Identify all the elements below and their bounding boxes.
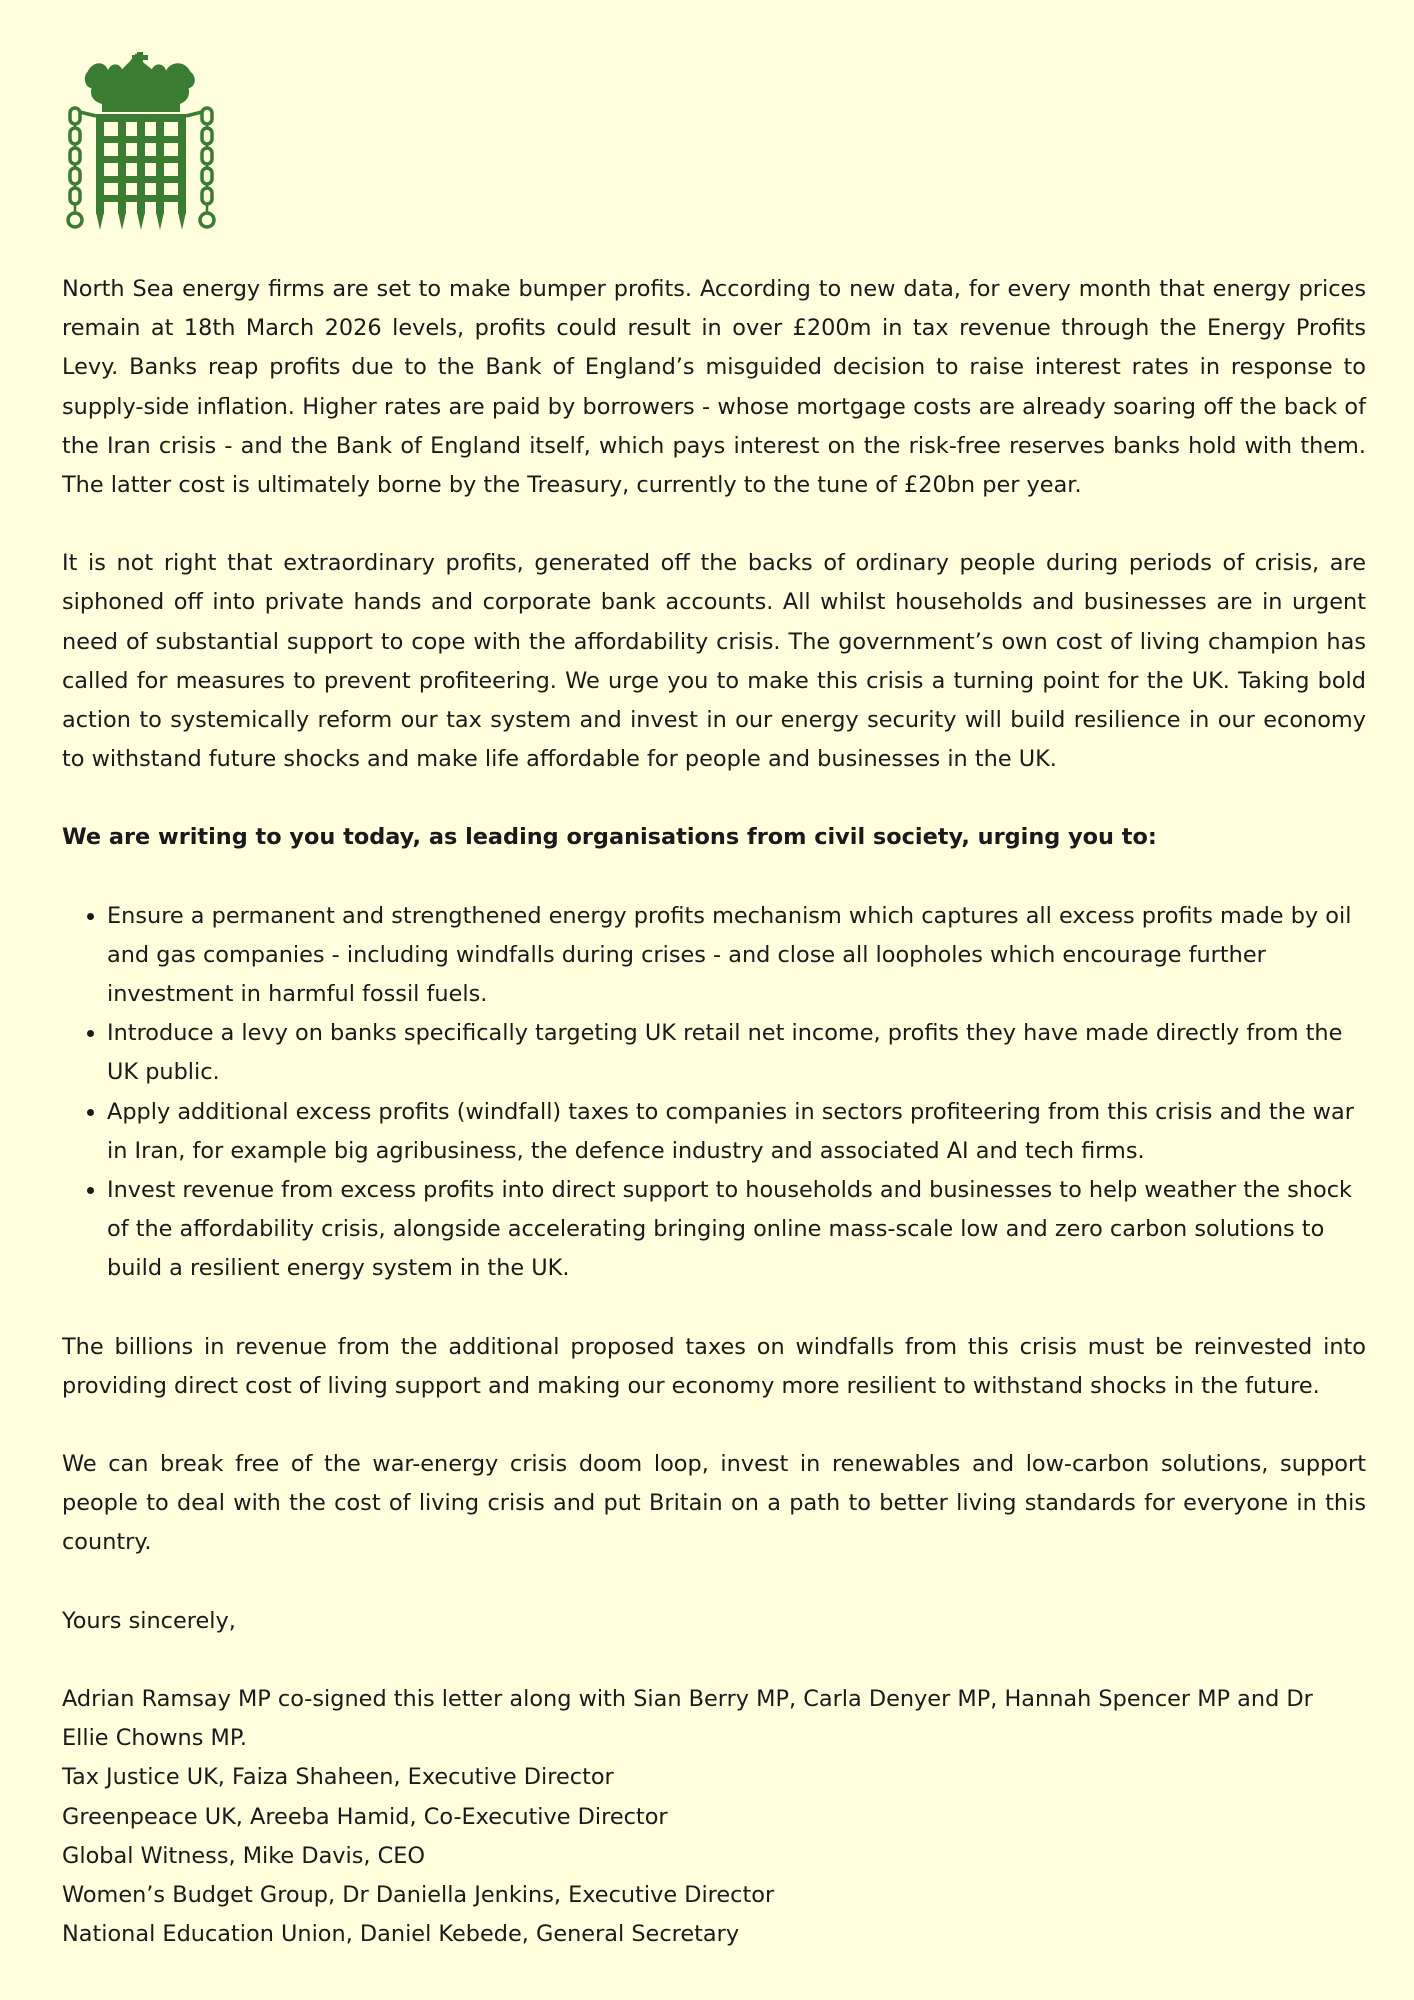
list-item: • Ensure a permanent and strengthened energy profits mechanism which captures all excess profits made by oil and gas companies - including windfalls during crises - and close all loopholes which encourage further investment in harmful fossil fuels. xyxy=(107,897,1366,1015)
paragraph-energy-profits: North Sea energy firms are set to make bumper profits. According to new data, for every month that energy prices remain at 18th March 2026 levels, profits could result in over £200m in tax revenue through the Energy Profits Levy. Banks reap profits due to the Bank of England’s misguided decision to raise interest rates in response to supply-side inflation. Higher rates are paid by borrowers - whose mortgage costs are already soaring off the back of the Iran crisis - and the Bank of England itself, which pays interest on the risk-free reserves banks hold with them. The latter cost is ultimately borne by the Treasury, currently to the tune of £20bn per year. xyxy=(62,276,1366,499)
urging-heading: We are writing to you today, as leading organisations from civil society, urging you to: xyxy=(62,824,1157,851)
demands-list xyxy=(62,897,1366,1289)
signatory: Women’s Budget Group, Dr Daniella Jenkins, Executive Director xyxy=(62,1881,775,1908)
signatory: Tax Justice UK, Faiza Shaheen, Executive Director xyxy=(62,1764,614,1791)
signatory: Greenpeace UK, Areeba Hamid, Co-Executive Director xyxy=(62,1803,668,1830)
paragraph-extraordinary-profits: It is not right that extraordinary profits, generated off the backs of ordinary people during periods of crisis, are siphoned off into private hands and corporate bank accounts. All whilst households and businesses are in urgent need of substantial support to cope with the affordability crisis. The government’s own cost of living champion has called for measures to prevent profiteering. We urge you to make this crisis a turning point for the UK. Taking bold action to systemically reform our tax system and invest in our energy security will build resilience in our economy to withstand future shocks and make life affordable for people and businesses in the UK. xyxy=(62,550,1366,773)
list-item: • Introduce a levy on banks specifically targeting UK retail net income, profits they have made directly from the UK public. xyxy=(107,1014,1366,1092)
closing: Yours sincerely, xyxy=(62,1607,236,1634)
signatory: Adrian Ramsay MP co-signed this letter along with Sian Berry MP, Carla Denyer MP, Hannah Spencer MP and Dr Ellie Chowns MP. xyxy=(62,1685,1313,1752)
signatory: Global Witness, Mike Davis, CEO xyxy=(62,1842,426,1869)
list-item: • Invest revenue from excess profits into direct support to households and businesses to help weather the shock of the affordability crisis, alongside accelerating bringing online mass-scale low and zero carbon solutions to build a resilient energy system in the UK. xyxy=(107,1171,1366,1289)
list-item: • Apply additional excess profits (windfall) taxes to companies in sectors profiteering from this crisis and the war in Iran, for example big agribusiness, the defence industry and associated AI and tech firms. xyxy=(107,1093,1366,1171)
signatory: National Education Union, Daniel Kebede, General Secretary xyxy=(62,1921,740,1948)
paragraph-billions-revenue: The billions in revenue from the additional proposed taxes on windfalls from this crisis must be reinvested into providing direct cost of living support and making our economy more resilient to withstand shocks in the future. xyxy=(62,1333,1366,1399)
letter-body xyxy=(62,270,1366,1954)
paragraph-break-free: We can break free of the war-energy crisis doom loop, invest in renewables and low-carbon solutions, support people to deal with the cost of living crisis and put Britain on a path to better living standards for everyone in this country. xyxy=(62,1451,1366,1556)
portcullis-icon xyxy=(66,52,216,238)
signatories-list xyxy=(62,1680,1366,1954)
